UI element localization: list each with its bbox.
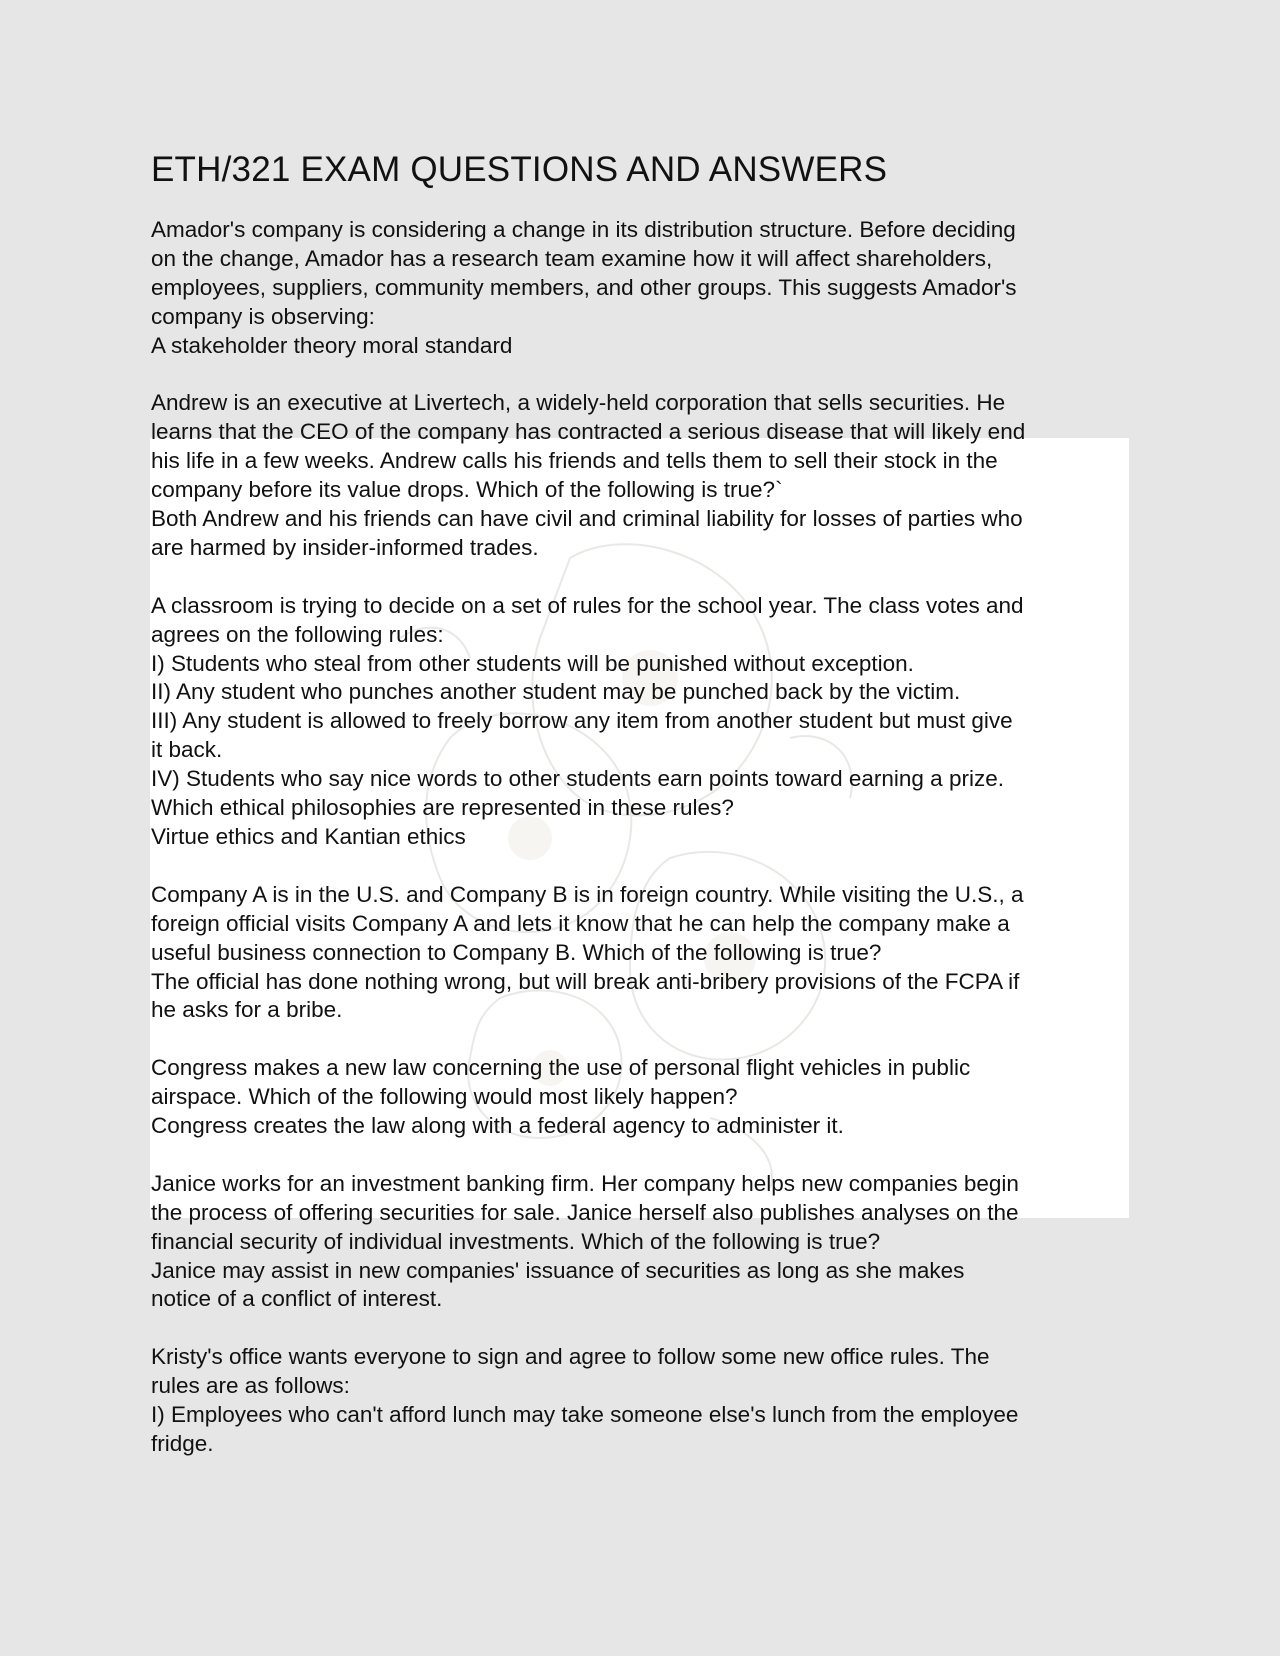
document-title: ETH/321 EXAM QUESTIONS AND ANSWERS [151, 150, 888, 189]
answer-line: Both Andrew and his friends can have civil and criminal liability for losses of parties who [151, 506, 1023, 532]
text-line: Amador's company is considering a change in its distribution structure. Before deciding [151, 217, 1016, 242]
text-line: agrees on the following rules: [151, 621, 444, 647]
text-line: company is observing: [151, 303, 375, 329]
rule-line: I) Employees who can't afford lunch may take someone else's lunch from the employee [151, 1402, 1019, 1428]
qa-text [151, 881, 1136, 1026]
text-line: Andrew is an executive at Livertech, a widely-held corporation that sells securities. He [151, 390, 1006, 416]
text-line: Company A is in the U.S. and Company B is in foreign country. While visiting the U.S., a [151, 881, 1024, 907]
text-line: A classroom is trying to decide on a set of rules for the school year. The class votes and [151, 592, 1024, 618]
qa-text [151, 1054, 1136, 1141]
qa-text [151, 216, 1136, 361]
qa-item-3 [151, 592, 1136, 852]
rule-line: III) Any student is allowed to freely borrow any item from another student but must give [151, 708, 1013, 734]
text-line: Janice works for an investment banking firm. Her company helps new companies begin [151, 1170, 1019, 1196]
answer-line: notice of a conflict of interest. [151, 1286, 443, 1312]
qa-item-4 [151, 881, 1136, 1026]
text-line: the process of offering securities for sale. Janice herself also publishes analyses on the [151, 1199, 1019, 1225]
rule-line: I) Students who steal from other students will be punished without exception. [151, 650, 914, 676]
text-line: Which ethical philosophies are represented in these rules? [151, 795, 734, 821]
rule-line: fridge. [151, 1430, 214, 1456]
qa-item-7 [151, 1343, 1136, 1459]
text-line: airspace. Which of the following would most likely happen? [151, 1084, 738, 1110]
qa-text [151, 1170, 1136, 1315]
text-line: employees, suppliers, community members, and other groups. This suggests Amador's [151, 274, 1017, 300]
qa-text [151, 1343, 1136, 1459]
qa-text [151, 592, 1136, 852]
rule-line: it back. [151, 737, 223, 763]
answer-line: Janice may assist in new companies' issuance of securities as long as she makes [151, 1257, 965, 1283]
text-line: learns that the CEO of the company has contracted a serious disease that will likely end [151, 419, 1026, 445]
document-body [151, 148, 1136, 1488]
rule-line: II) Any student who punches another student may be punched back by the victim. [151, 679, 961, 705]
answer-line: he asks for a bribe. [151, 997, 343, 1023]
answer-line: Congress creates the law along with a federal agency to administer it. [151, 1113, 844, 1139]
answer-line: The official has done nothing wrong, but will break anti-bribery provisions of the FCPA if [151, 968, 1020, 994]
answer-line: Virtue ethics and Kantian ethics [151, 824, 466, 849]
answer-line: are harmed by insider-informed trades. [151, 534, 539, 560]
text-line: Kristy's office wants everyone to sign and agree to follow some new office rules. The [151, 1344, 990, 1370]
qa-item-2 [151, 389, 1136, 562]
qa-item-1 [151, 216, 1136, 361]
text-line: financial security of individual investments. Which of the following is true? [151, 1228, 881, 1254]
text-line: his life in a few weeks. Andrew calls his friends and tells them to sell their stock in the [151, 448, 998, 474]
text-line: Congress makes a new law concerning the use of personal flight vehicles in public [151, 1055, 971, 1081]
answer-line: A stakeholder theory moral standard [151, 332, 513, 358]
qa-item-5 [151, 1054, 1136, 1141]
text-line: rules are as follows: [151, 1373, 350, 1399]
rule-line: IV) Students who say nice words to other students earn points toward earning a prize. [151, 766, 1004, 792]
text-line: foreign official visits Company A and lets it know that he can help the company make a [151, 910, 1010, 936]
text-line: useful business connection to Company B. Which of the following is true? [151, 939, 882, 965]
text-line: company before its value drops. Which of the following is true?` [151, 477, 783, 503]
qa-item-6 [151, 1170, 1136, 1315]
text-line: on the change, Amador has a research team examine how it will affect shareholders, [151, 245, 993, 271]
qa-text [151, 389, 1136, 562]
